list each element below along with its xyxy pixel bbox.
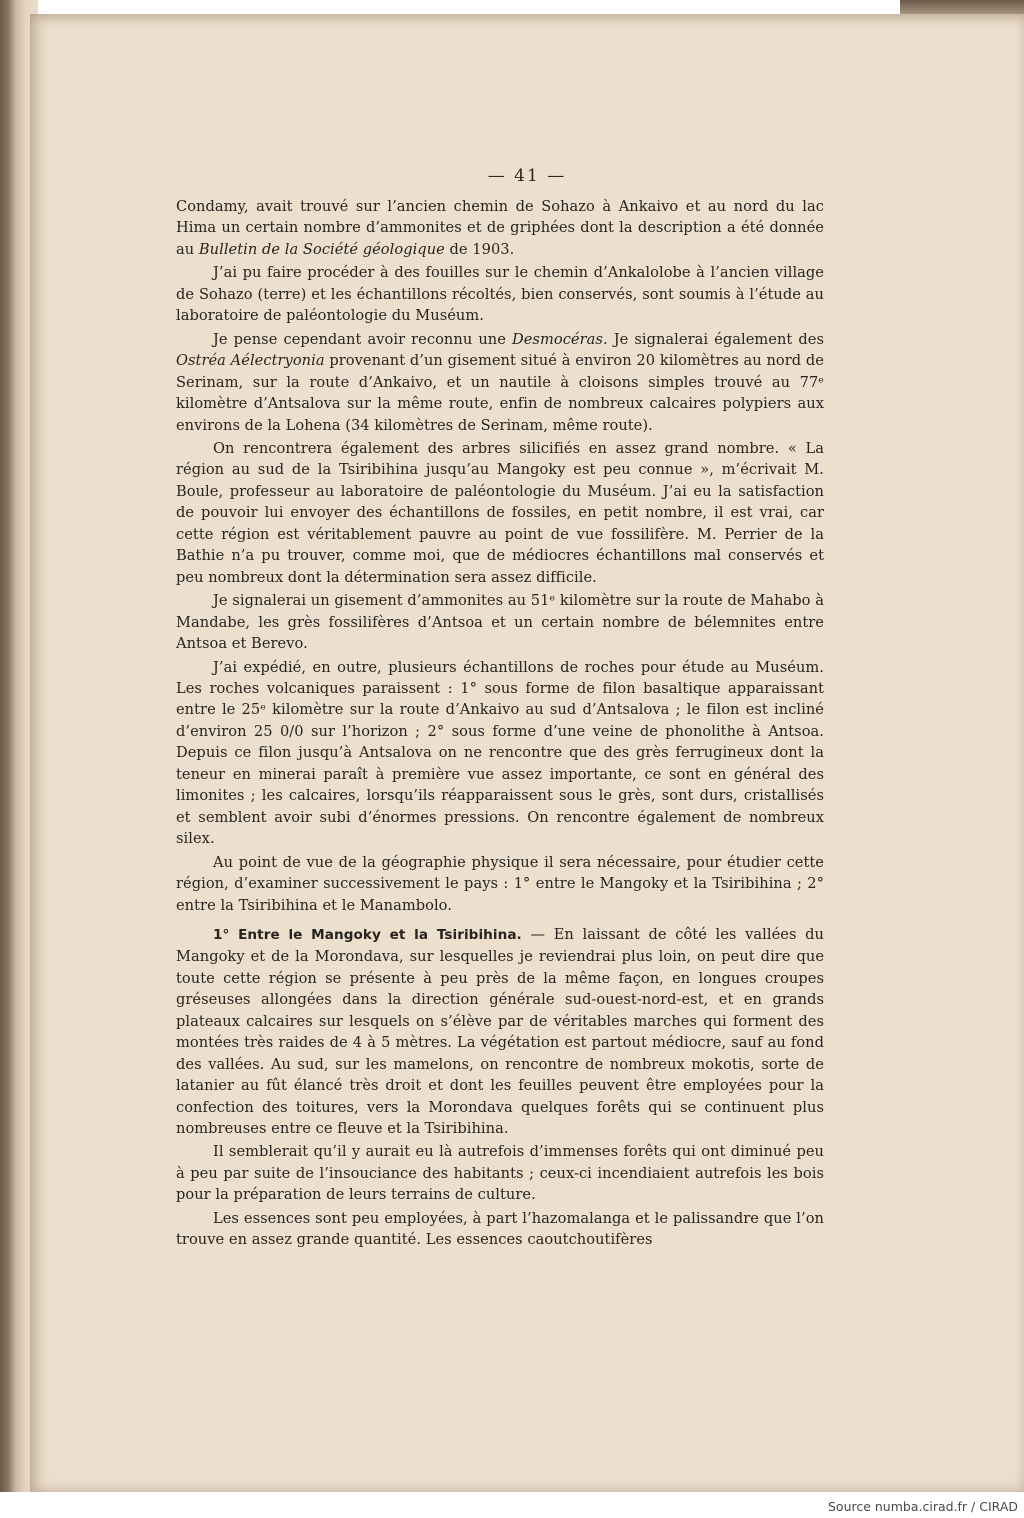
paragraph-7: Au point de vue de la géographie physique il sera nécessaire, pour étudier cette région, d’examiner successivement le pays : 1° entre le Mangoky et la Tsiribihina ; 2° entre la Tsiribihina et le Manambolo. bbox=[176, 853, 824, 914]
body-text bbox=[176, 196, 824, 1251]
scanned-page bbox=[30, 14, 1024, 1492]
paragraph-10: Les essences sont peu employées, à part l’hazomalanga et le palissandre que l’on trouve en assez grande quantité. Les essences caoutchoutifères bbox=[176, 1209, 824, 1249]
source-credit: Source numba.cirad.fr / CIRAD bbox=[827, 1499, 1018, 1514]
bulletin-title: Bulletin de la Société géologique bbox=[198, 240, 445, 258]
paragraph-5: Je signalerai un gisement d’ammonites au 51ᵉ kilomètre sur la route de Mahabo à Mandabe, les grès fossilifères d’Antsoa et un certain nombre de bélemnites entre Antsoa et Berevo. bbox=[176, 592, 824, 653]
paragraph-3: Je pense cependant avoir reconnu une Desmocéras. Je signalerai également des Ostréa Aélectryonia provenant d’un gisement situé à environ 20 kilomètres au nord de Serinam, sur la route d’Ankaivo, et un nautile à cloisons simples trouvé au 77ᵉ kilomètre d’Antsalova sur la même route, enfin de nombreux calcaires polypiers aux environs de la Lohena (34 kilomètres de Serinam, même route). bbox=[176, 330, 824, 434]
paragraph-4: On rencontrera également des arbres silicifiés en assez grand nombre. « La région au sud de la Tsiribihina jusqu’au Mangoky est peu connue », m’écrivait M. Boule, professeur au laboratoire de paléontologie du Muséum. J’ai eu la satisfaction de pouvoir lui envoyer des échantillons de fossiles, en petit nombre, il est vrai, car cette région est véritablement pauvre au point de vue fossilifère. M. Perrier de la Bathie n’a pu trouver, comme moi, que de médiocres échantillons mal conservés et peu nombreux dont la détermination sera assez difficile. bbox=[176, 439, 824, 586]
species-desmoceras: Desmocéras bbox=[512, 330, 603, 348]
paragraph-6: J’ai expédié, en outre, plusieurs échantillons de roches pour étude au Muséum. Les roches volcaniques paraissent : 1° sous forme de filon basaltique apparaissant entre le 25ᵉ kilomètre sur la route d’Ankaivo au sud d’Antsalova ; le filon est incliné d’environ 25 0/0 sur l’horizon ; 2° sous forme d’une veine de phonolithe à Antsoa. Depuis ce filon jusqu’à Antsalova on ne rencontre que des grès ferrugineux dont la teneur en minerai paraît à première vue assez importante, ce sont en général des limonites ; les calcaires, lorsqu’ils réapparaissent sous le grès, sont durs, cristallisés et semblent avoir subi d’énormes pressions. On rencontre également de nombreux silex. bbox=[176, 658, 824, 848]
section-title: 1° Entre le Mangoky et la Tsiribihina. bbox=[213, 926, 522, 943]
page-number: — 41 — bbox=[487, 166, 567, 186]
paragraph-2: J’ai pu faire procéder à des fouilles sur le chemin d’Ankalolobe à l’ancien village de Sohazo (terre) et les échantillons récoltés, bien conservés, sont soumis à l’étude au laboratoire de paléontologie du Muséum. bbox=[176, 264, 824, 325]
species-ostrea: Ostréa Aélectryonia bbox=[176, 352, 325, 370]
paragraph-9: Il semblerait qu’il y aurait eu là autrefois d’immenses forêts qui ont diminué peu à peu par suite de l’insouciance des habitants ; ceux-ci incendiaient autrefois les bois pour la préparation de leurs terrains de culture. bbox=[176, 1143, 824, 1204]
paragraph-8: 1° Entre le Mangoky et la Tsiribihina. — En laissant de côté les vallées du Mangoky et de la Morondava, sur lesquelles je reviendrai plus loin, on peut dire que toute cette région se présente à peu près de la même façon, en longues croupes gréseuses allongées dans la direction générale sud-ouest-nord-est, et en grands plateaux calcaires sur lesquels on s’élève par de véritables marches qui forment des montées très raides de 4 à 5 mètres. La végétation est partout médiocre, sauf au fond des vallées. Au sud, sur les mamelons, on rencontre de nombreux mokotis, sorte de latanier au fût élancé très droit et dont les feuilles peuvent être employées pour la confection des toitures, vers la Morondava quelques forêts qui se continuent plus nombreuses entre ce fleuve et la Tsiribihina. bbox=[176, 925, 824, 1138]
paragraph-1: Condamy, avait trouvé sur l’ancien chemin de Sohazo à Ankaivo et au nord du lac Hima un certain nombre d’ammonites et de griphées dont la description a été donnée au Bulletin de la Société géologique de 1903. bbox=[176, 198, 824, 258]
